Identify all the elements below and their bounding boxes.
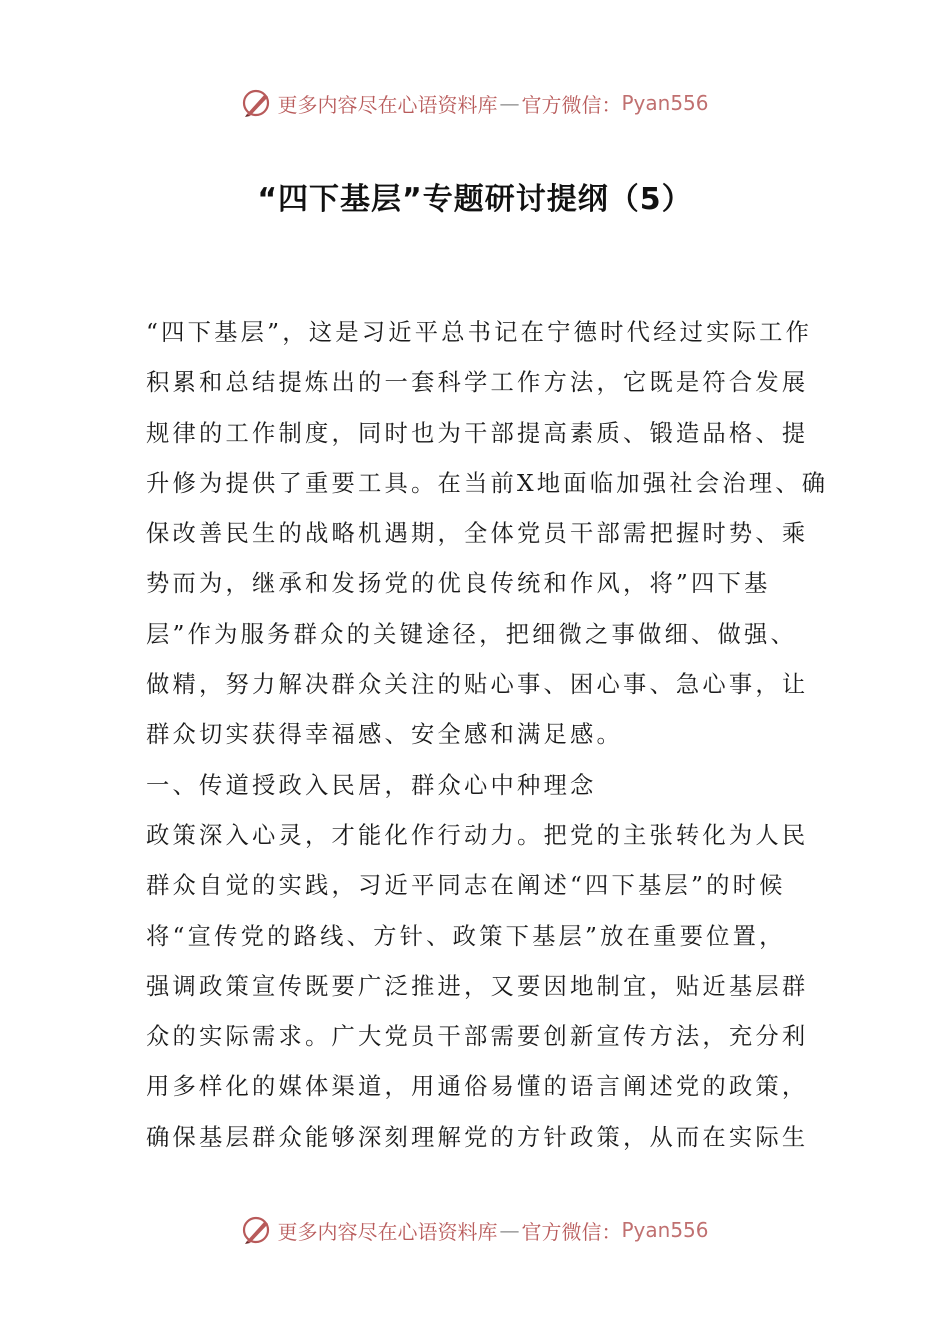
body-line: 群众切实获得幸福感、安全感和满足感。	[146, 721, 623, 749]
body-line: 做精，努力解决群众关注的贴心事、困心事、急心事，让	[146, 671, 809, 699]
body-line: 升修为提供了重要工具。在当前X地面临加强社会治理、确	[146, 469, 829, 497]
section-heading: 一、传道授政入民居，群众心中种理念	[146, 771, 597, 799]
body-line: 将“宣传党的路线、方针、政策下基层”放在重要位置，	[146, 922, 786, 950]
watermark-footer	[0, 1210, 950, 1250]
wechat-id: Pyan556	[621, 1218, 709, 1242]
body-line: 积累和总结提炼出的一套科学工作方法，它既是符合发展	[146, 369, 809, 397]
body-line: 强调政策宣传既要广泛推进，又要因地制宜，贴近基层群	[146, 972, 809, 1000]
watermark-separator: —	[499, 91, 520, 115]
watermark-text: 更多内容尽在心语资料库	[277, 92, 498, 117]
body-line: 众的实际需求。广大党员干部需要创新宣传方法，充分利	[146, 1023, 809, 1051]
pen-logo-icon	[241, 1214, 273, 1246]
body-line: 保改善民生的战略机遇期，全体党员干部需把握时势、乘	[146, 520, 809, 548]
body-line: 规律的工作制度，同时也为干部提高素质、锻造品格、提	[146, 419, 809, 447]
watermark-separator: —	[499, 1218, 520, 1242]
document-body	[146, 308, 829, 1163]
body-line: 确保基层群众能够深刻理解党的方针政策，从而在实际生	[146, 1123, 809, 1151]
watermark-text: 更多内容尽在心语资料库	[277, 1219, 498, 1244]
body-line: 层”作为服务群众的关键途径，把细微之事做细、做强、	[146, 620, 798, 648]
body-line: 群众自觉的实践，习近平同志在阐述“四下基层”的时候	[146, 872, 786, 900]
body-line: “四下基层”，这是习近平总书记在宁德时代经过实际工作	[146, 319, 813, 346]
watermark-header	[0, 83, 950, 123]
document-title: “四下基层”专题研讨提纲（5）	[257, 182, 693, 217]
wechat-id: Pyan556	[621, 91, 709, 115]
body-line: 政策深入心灵，才能化作行动力。把党的主张转化为人民	[146, 821, 809, 849]
wechat-label: 官方微信：	[521, 1219, 622, 1244]
body-line: 势而为，继承和发扬党的优良传统和作风，将”四下基	[146, 570, 771, 598]
pen-logo-icon	[241, 87, 273, 119]
body-line: 用多样化的媒体渠道，用通俗易懂的语言阐述党的政策，	[146, 1073, 809, 1101]
wechat-label: 官方微信：	[521, 92, 622, 117]
